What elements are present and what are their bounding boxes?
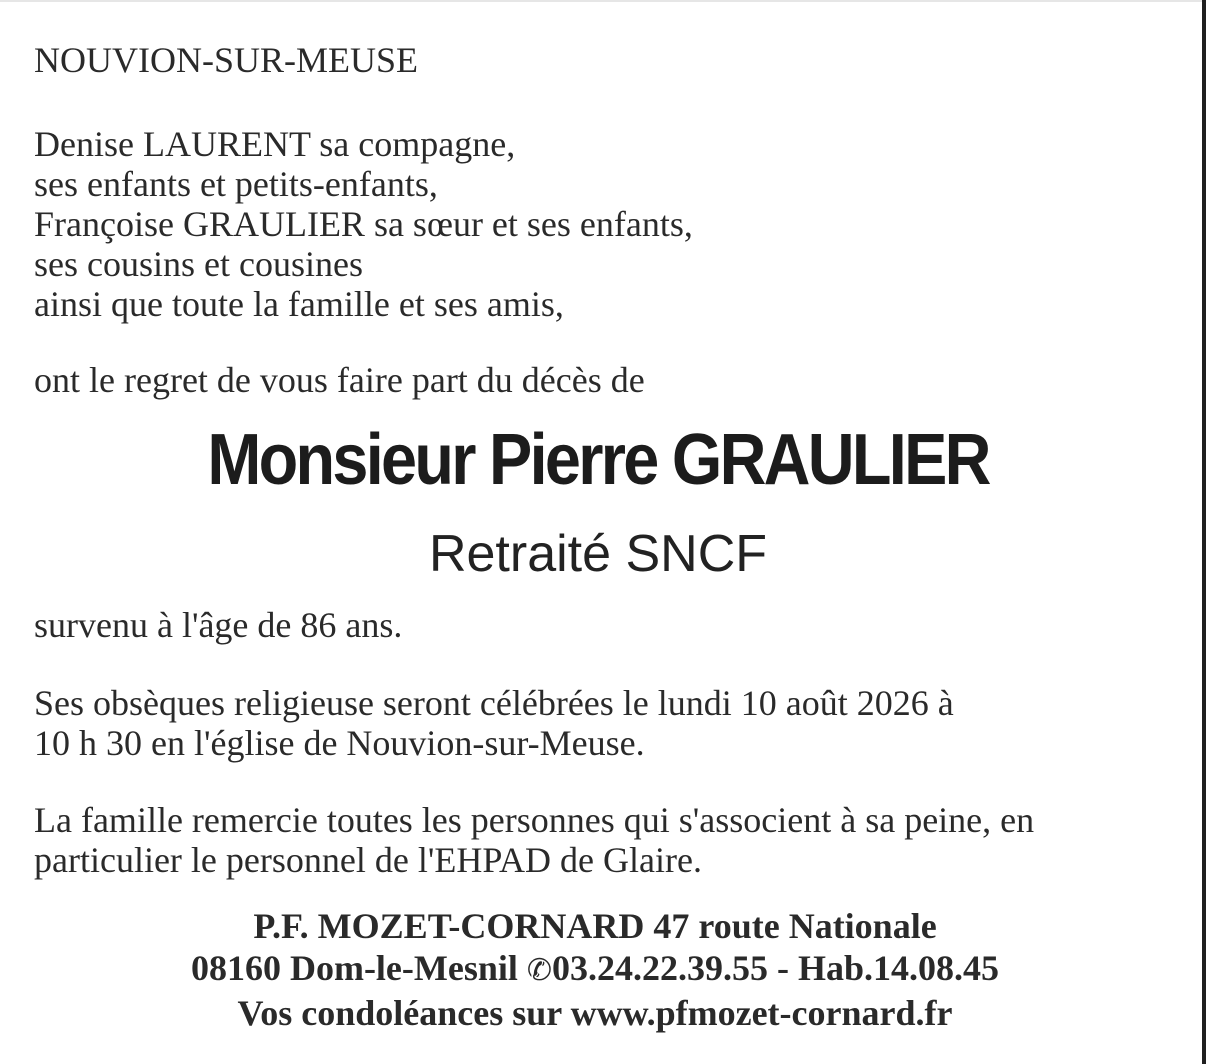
funeral-home-phone: 03.24.22.39.55 - Hab.14.08.45 bbox=[552, 948, 1000, 988]
condolences-website: Vos condoléances sur www.pfmozet-cornard.fr bbox=[237, 993, 953, 1033]
funeral-home-footer bbox=[0, 905, 1190, 1034]
deceased-title: Retraité SNCF bbox=[428, 525, 768, 583]
age-text: survenu à l'âge de 86 ans. bbox=[34, 605, 403, 645]
funeral-home-address: P.F. MOZET-CORNARD 47 route Nationale bbox=[253, 906, 937, 946]
funeral-line: 10 h 30 en l'église de Nouvion-sur-Meuse. bbox=[34, 723, 645, 763]
right-border bbox=[1202, 0, 1206, 1064]
family-line: ses enfants et petits-enfants, bbox=[34, 164, 438, 204]
deceased-name: Monsieur Pierre GRAULIER bbox=[207, 420, 989, 500]
top-border bbox=[0, 0, 1206, 2]
thanks-line: La famille remercie toutes les personnes qui s'associent à sa peine, en bbox=[34, 800, 1035, 840]
family-line: ainsi que toute la famille et ses amis, bbox=[34, 284, 564, 324]
funeral-line: Ses obsèques religieuse seront célébrées le lundi 10 août 2026 à bbox=[34, 683, 954, 723]
family-line: Denise LAURENT sa compagne, bbox=[34, 124, 516, 164]
town-heading: NOUVION-SUR-MEUSE bbox=[34, 40, 418, 80]
family-line: ses cousins et cousines bbox=[34, 244, 363, 284]
funeral-home-city: 08160 Dom-le-Mesnil bbox=[190, 948, 527, 988]
funeral-details bbox=[34, 683, 954, 763]
family-list bbox=[34, 124, 693, 324]
thanks-line: particulier le personnel de l'EHPAD de Glaire. bbox=[34, 840, 702, 880]
thanks-text bbox=[34, 800, 1034, 880]
funeral-home-contact bbox=[0, 947, 1190, 992]
regret-text: ont le regret de vous faire part du décès de bbox=[34, 360, 645, 400]
phone-icon: ✆ bbox=[526, 954, 553, 987]
family-line: Françoise GRAULIER sa sœur et ses enfants, bbox=[34, 204, 693, 244]
